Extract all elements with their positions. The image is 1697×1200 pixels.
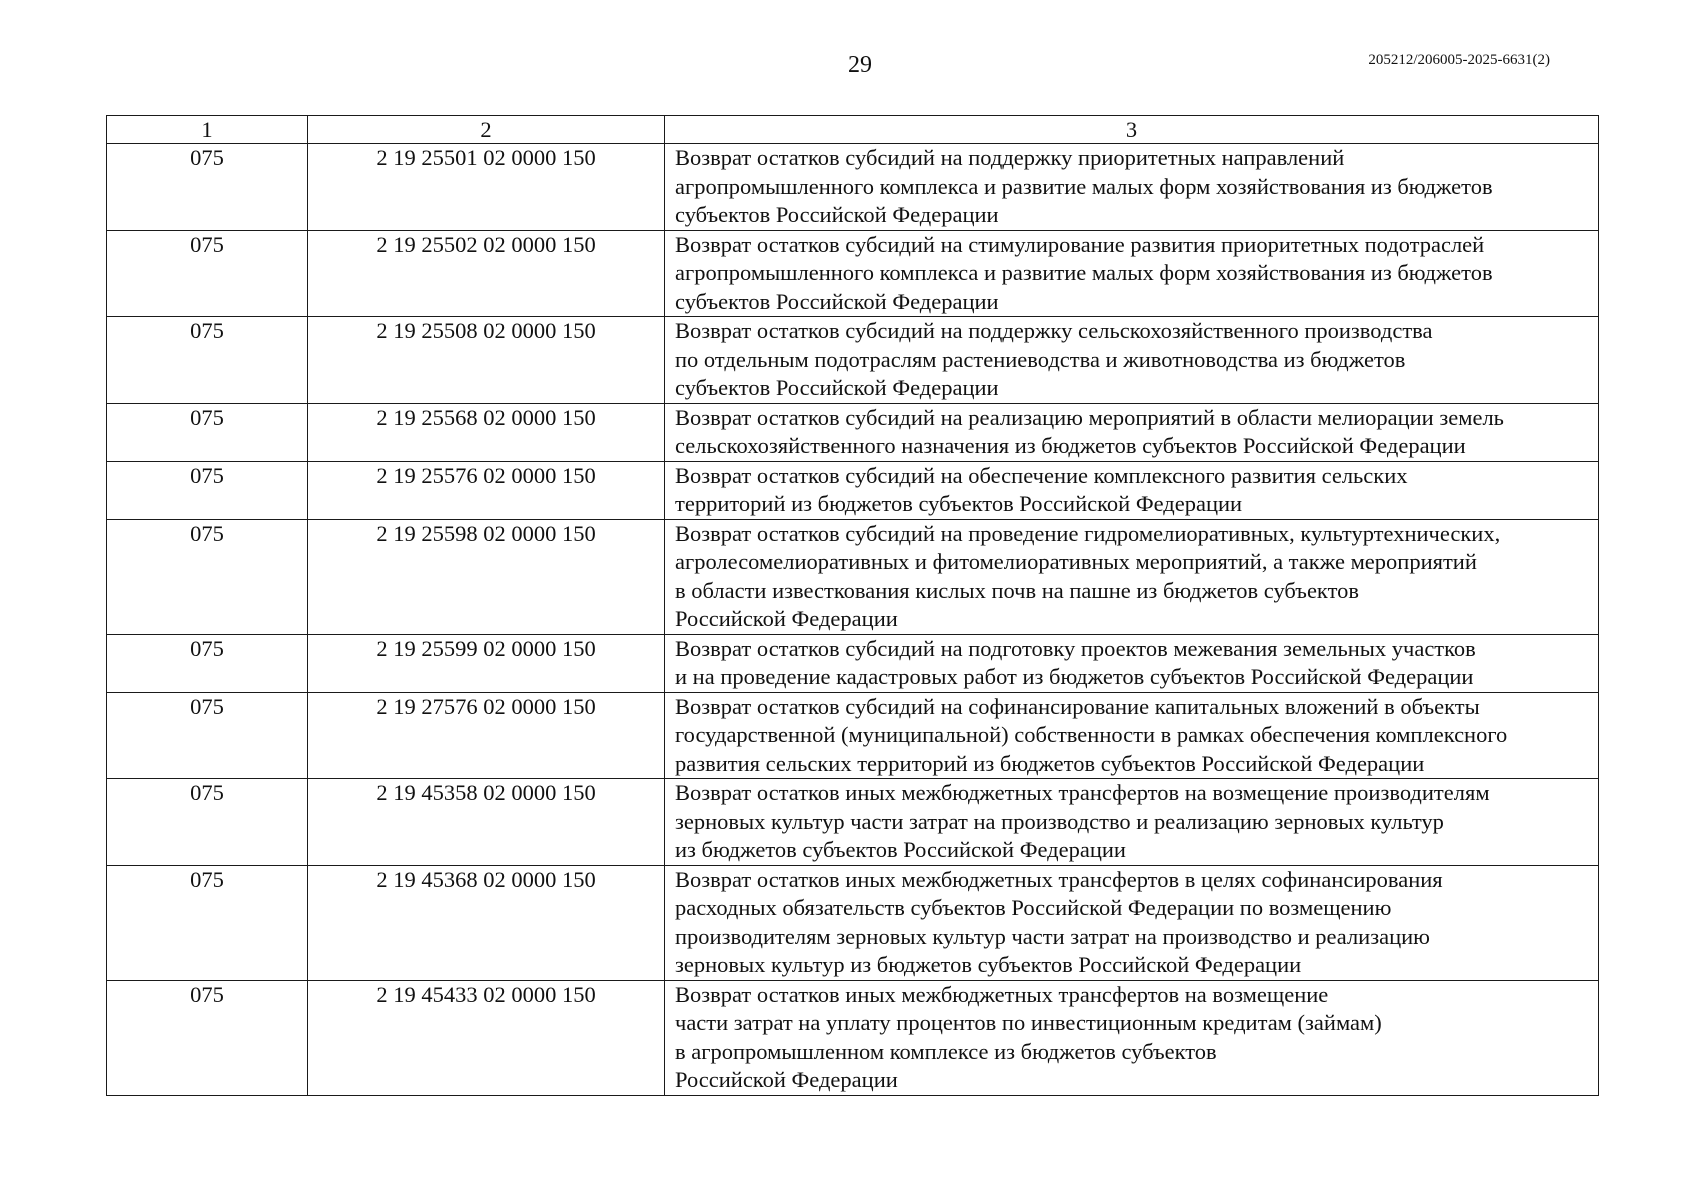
table-row	[107, 692, 1599, 779]
budget-code-cell: 2 19 25568 02 0000 150	[308, 403, 665, 461]
admin-code-cell: 075	[107, 317, 308, 404]
column-header-2: 2	[308, 116, 665, 144]
table-row	[107, 634, 1599, 692]
description-cell: Возврат остатков субсидий на стимулирование развития приоритетных подотраслей агропромышленного комплекса и развитие малых форм хозяйствования из бюджетов субъектов Российской Федерации	[665, 230, 1599, 317]
budget-code-cell: 2 19 25576 02 0000 150	[308, 461, 665, 519]
budget-codes-table	[106, 115, 1599, 1096]
admin-code-cell: 075	[107, 865, 308, 980]
description-cell: Возврат остатков иных межбюджетных трансфертов на возмещение производителям зерновых культур части затрат на производство и реализацию зерновых культур из бюджетов субъектов Российской Федерации	[665, 779, 1599, 866]
table-row	[107, 317, 1599, 404]
budget-code-cell: 2 19 25501 02 0000 150	[308, 144, 665, 231]
admin-code-cell: 075	[107, 779, 308, 866]
page-number: 29	[848, 52, 872, 78]
description-cell: Возврат остатков субсидий на поддержку сельскохозяйственного производства по отдельным подотраслям растениеводства и животноводства из бюджетов субъектов Российской Федерации	[665, 317, 1599, 404]
admin-code-cell: 075	[107, 692, 308, 779]
table-row	[107, 519, 1599, 634]
table-header-row	[107, 116, 1599, 144]
admin-code-cell: 075	[107, 230, 308, 317]
column-header-1: 1	[107, 116, 308, 144]
admin-code-cell: 075	[107, 634, 308, 692]
table-row	[107, 144, 1599, 231]
description-cell: Возврат остатков субсидий на поддержку приоритетных направлений агропромышленного комплекса и развитие малых форм хозяйствования из бюджетов субъектов Российской Федерации	[665, 144, 1599, 231]
budget-code-cell: 2 19 25502 02 0000 150	[308, 230, 665, 317]
table-row	[107, 403, 1599, 461]
budget-code-cell: 2 19 25598 02 0000 150	[308, 519, 665, 634]
description-cell: Возврат остатков субсидий на реализацию мероприятий в области мелиорации земель сельскохозяйственного назначения из бюджетов субъектов Российской Федерации	[665, 403, 1599, 461]
table-row	[107, 980, 1599, 1095]
budget-code-cell: 2 19 25599 02 0000 150	[308, 634, 665, 692]
table-row	[107, 779, 1599, 866]
description-cell: Возврат остатков субсидий на софинансирование капитальных вложений в объекты государственной (муниципальной) собственности в рамках обеспечения комплексного развития сельских территорий из бюджетов субъектов Российской Федерации	[665, 692, 1599, 779]
admin-code-cell: 075	[107, 519, 308, 634]
budget-code-cell: 2 19 45433 02 0000 150	[308, 980, 665, 1095]
description-cell: Возврат остатков иных межбюджетных трансфертов на возмещение части затрат на уплату процентов по инвестиционным кредитам (займам) в агропромышленном комплексе из бюджетов субъектов Российской Федерации	[665, 980, 1599, 1095]
document-code: 205212/206005-2025-6631(2)	[1368, 52, 1550, 68]
admin-code-cell: 075	[107, 403, 308, 461]
description-cell: Возврат остатков субсидий на обеспечение комплексного развития сельских территорий из бюджетов субъектов Российской Федерации	[665, 461, 1599, 519]
admin-code-cell: 075	[107, 144, 308, 231]
table-row	[107, 865, 1599, 980]
table-row	[107, 461, 1599, 519]
admin-code-cell: 075	[107, 461, 308, 519]
description-cell: Возврат остатков субсидий на проведение гидромелиоративных, культуртехнических, агролесомелиоративных и фитомелиоративных мероприятий, а также мероприятий в области известкования кислых почв на пашне из бюджетов субъектов Российской Федерации	[665, 519, 1599, 634]
admin-code-cell: 075	[107, 980, 308, 1095]
description-cell: Возврат остатков иных межбюджетных трансфертов в целях софинансирования расходных обязательств субъектов Российской Федерации по возмещению производителям зерновых культур части затрат на производство и реализацию зерновых культур из бюджетов субъектов Российской Федерации	[665, 865, 1599, 980]
budget-code-cell: 2 19 25508 02 0000 150	[308, 317, 665, 404]
description-cell: Возврат остатков субсидий на подготовку проектов межевания земельных участков и на проведение кадастровых работ из бюджетов субъектов Российской Федерации	[665, 634, 1599, 692]
budget-code-cell: 2 19 45358 02 0000 150	[308, 779, 665, 866]
budget-code-cell: 2 19 45368 02 0000 150	[308, 865, 665, 980]
column-header-3: 3	[665, 116, 1599, 144]
table-row	[107, 230, 1599, 317]
budget-code-cell: 2 19 27576 02 0000 150	[308, 692, 665, 779]
